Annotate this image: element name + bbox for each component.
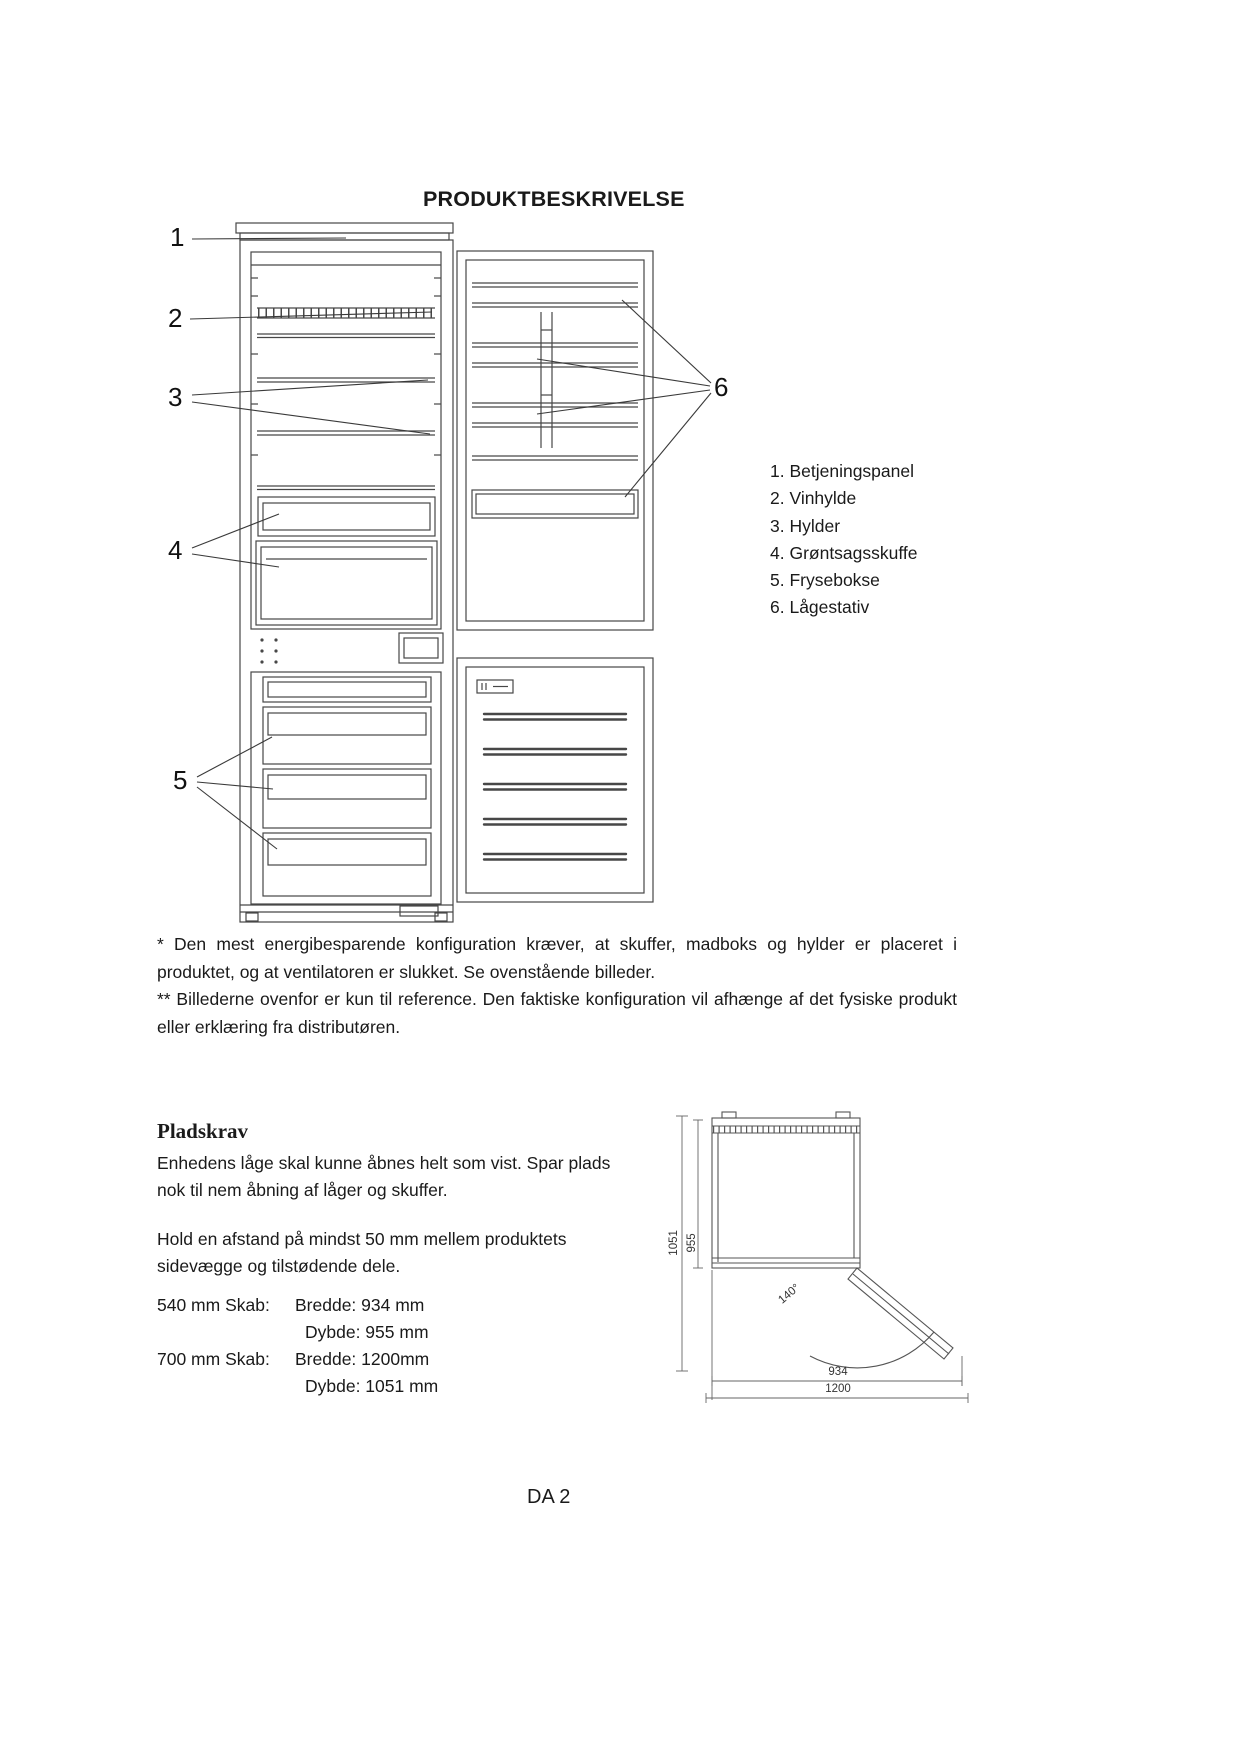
- legend-item: 5. Frysebokse: [770, 570, 880, 591]
- width-dimension-540-label: 934: [828, 1366, 848, 1378]
- fridge-cabinet: [236, 223, 453, 922]
- space-paragraph-1: Enhedens låge skal kunne åbnes helt som vist. Spar plads nok til nem åbning af låger og skuffer.: [157, 1153, 611, 1200]
- callout-1: 1: [170, 222, 185, 252]
- callout-5: 5: [173, 765, 188, 795]
- dimension-row: [157, 1292, 438, 1319]
- dimension-value: Dybde: 1051 mm: [305, 1376, 439, 1396]
- fridge-door: [457, 251, 653, 630]
- dimension-value: Dybde: 955 mm: [305, 1322, 429, 1342]
- cabinet-label: 700 mm Skab:: [157, 1349, 270, 1369]
- door-angle-label: 140°: [776, 1281, 803, 1307]
- callout-2: 2: [168, 303, 183, 333]
- dimension-row: [157, 1319, 438, 1346]
- space-paragraph-2: Hold en afstand på mindst 50 mm mellem produktets sidevægge og tilstødende dele.: [157, 1229, 567, 1276]
- legend-item: 4. Grøntsagsskuffe: [770, 542, 918, 563]
- cabinet-dimensions: [157, 1292, 438, 1400]
- depth-dimension-540-label: 955: [686, 1233, 699, 1253]
- depth-dimension-700-label: 1051: [668, 1230, 681, 1256]
- reference-note: ** Billederne ovenfor er kun til reference. Den faktiske konfiguration vil afhænge af det fysiske produkt eller erklæring fra distributøren.: [157, 989, 957, 1037]
- legend-item: 3. Hylder: [770, 515, 841, 536]
- page-number: DA 2: [527, 1486, 571, 1508]
- space-requirements-heading: Pladskrav: [157, 1119, 249, 1143]
- dimension-row: [157, 1373, 438, 1400]
- cabinet-label: 540 mm Skab:: [157, 1295, 270, 1315]
- cabinet-label: [157, 1373, 295, 1400]
- legend-item: 1. Betjeningspanel: [770, 461, 914, 481]
- dimension-row: [157, 1346, 438, 1373]
- callout-6: 6: [714, 372, 729, 402]
- parts-legend: [770, 458, 918, 622]
- callout-3: 3: [168, 382, 183, 412]
- page-title: PRODUKTBESKRIVELSE: [423, 187, 685, 211]
- legend-item: 6. Lågestativ: [770, 597, 870, 618]
- freezer-door: [457, 658, 653, 902]
- callout-4: 4: [168, 535, 183, 565]
- cabinet-label: [157, 1319, 295, 1346]
- legend-item: 2. Vinhylde: [770, 488, 857, 509]
- dimension-value: Bredde: 934 mm: [295, 1295, 425, 1315]
- clearance-diagram: [676, 1112, 968, 1403]
- width-dimension-700-label: 1200: [825, 1383, 851, 1395]
- energy-note: * Den mest energibesparende konfiguration kræver, at skuffer, madboks og hylder er placeret i produktet, og at ventilatoren er slukket. Se ovenstående billeder.: [157, 934, 957, 982]
- dimension-value: Bredde: 1200mm: [295, 1349, 430, 1369]
- callout-lines: [190, 238, 711, 849]
